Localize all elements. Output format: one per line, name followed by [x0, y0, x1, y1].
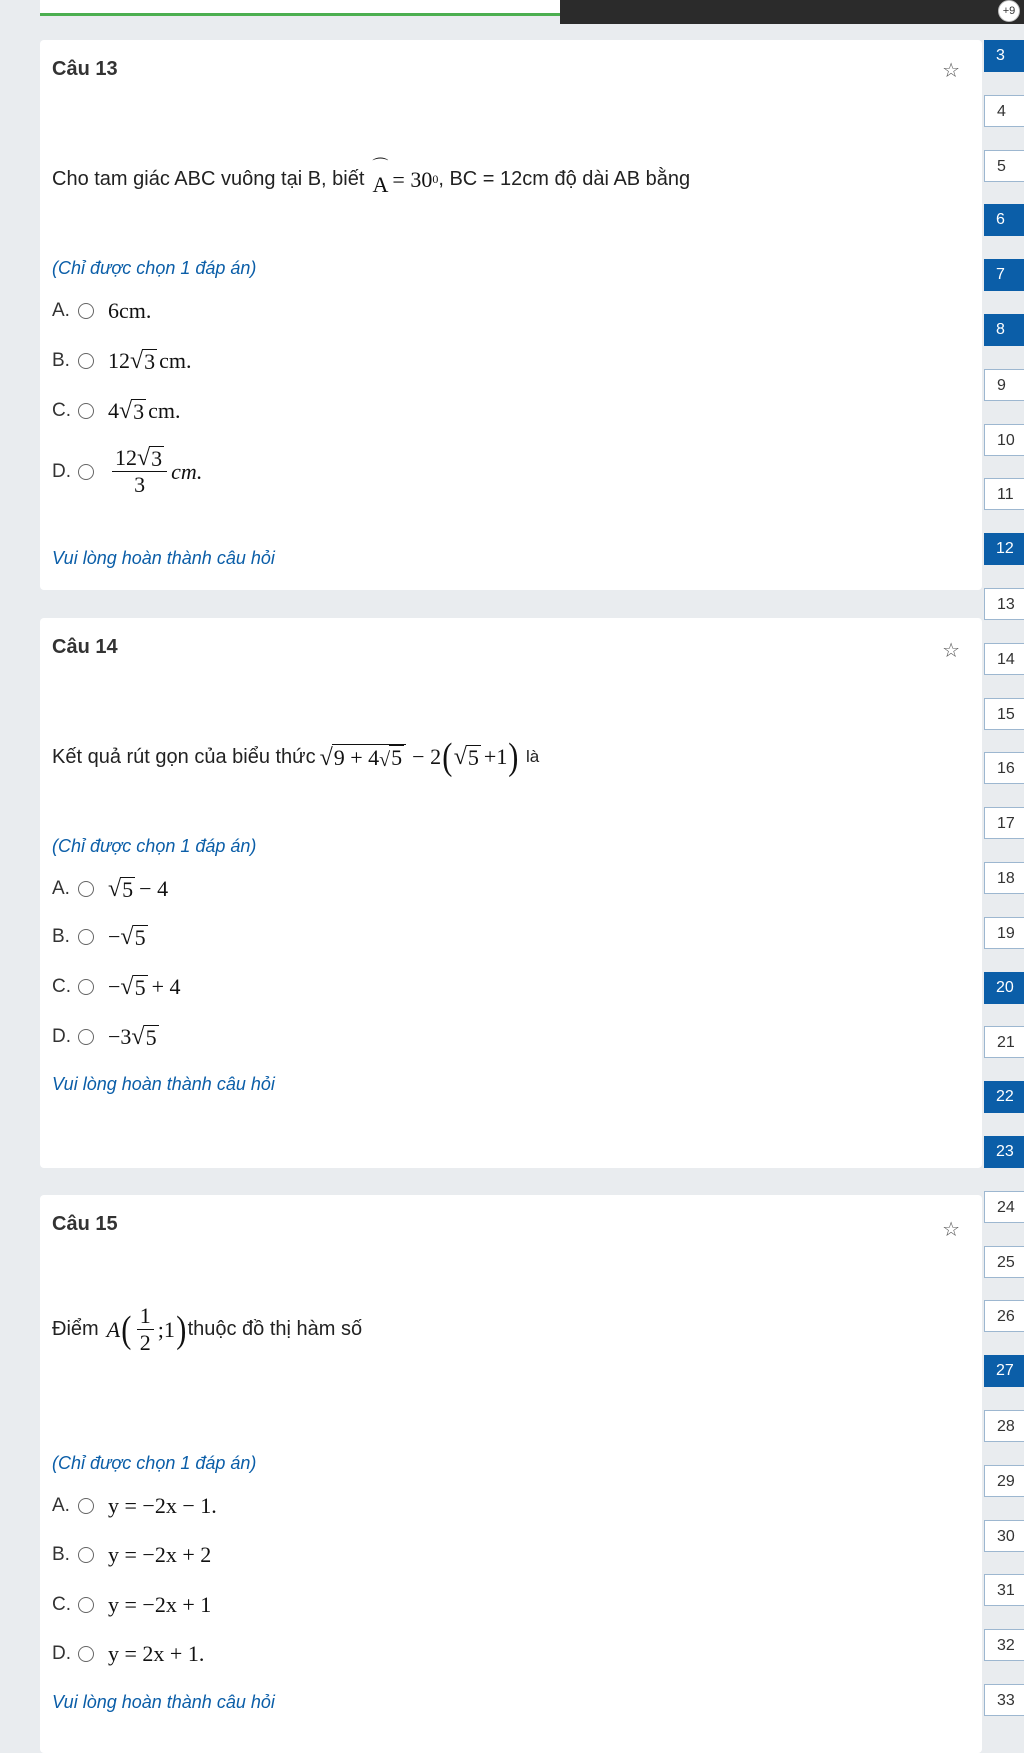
nav-question-20[interactable]: 20 — [984, 972, 1024, 1004]
radio-button[interactable] — [78, 881, 94, 897]
option-value: y = −2x − 1. — [108, 1493, 217, 1518]
more-count-badge[interactable]: +9 — [998, 0, 1020, 22]
option-c[interactable] — [52, 1592, 211, 1618]
radio-button[interactable] — [78, 1646, 94, 1662]
option-a[interactable] — [52, 1493, 217, 1519]
option-letter: D. — [52, 1643, 71, 1664]
option-b[interactable] — [52, 924, 148, 950]
question-card-14 — [40, 618, 982, 1168]
question-text: Kết quả rút gọn của biểu thức √ 9 + 4 √ 5 − 2 ( √ 5 +1 ) là — [52, 736, 540, 778]
nav-question-19[interactable]: 19 — [984, 917, 1024, 949]
nav-question-21[interactable]: 21 — [984, 1026, 1024, 1058]
radio-button[interactable] — [78, 1498, 94, 1514]
question-text: Điểm A ( $\frac{1}{2}$ ;1 ) thuộc đồ thị hàm số — [52, 1303, 363, 1356]
option-value: √ 5 − 4 — [108, 876, 169, 903]
nav-question-14[interactable]: 14 — [984, 643, 1024, 675]
option-b[interactable] — [52, 348, 192, 374]
star-icon[interactable]: ☆ — [942, 1219, 960, 1241]
option-value: 4 √ 3 cm. — [108, 398, 181, 425]
option-letter: A. — [52, 300, 70, 321]
nav-question-15[interactable]: 15 — [984, 698, 1024, 730]
radio-button[interactable] — [78, 353, 94, 369]
completion-warning: Vui lòng hoàn thành câu hỏi — [52, 548, 275, 568]
progress-bar — [40, 0, 560, 16]
nav-question-8[interactable]: 8 — [984, 314, 1024, 346]
option-letter: A. — [52, 878, 70, 899]
completion-warning: Vui lòng hoàn thành câu hỏi — [52, 1692, 275, 1712]
option-a[interactable] — [52, 876, 168, 902]
option-value: 6cm. — [108, 298, 152, 323]
question-card-13 — [40, 40, 982, 590]
option-value: 12 √ 3 3 cm. — [108, 445, 202, 499]
question-text: Cho tam giác ABC vuông tại B, biết ⌒ A = 30 0 , BC = 12cm độ dài AB bằng — [52, 158, 691, 197]
nav-question-9[interactable]: 9 — [984, 369, 1024, 401]
nav-question-24[interactable]: 24 — [984, 1191, 1024, 1223]
top-toolbar — [560, 0, 1024, 24]
radio-button[interactable] — [78, 1547, 94, 1563]
option-value: − √ 5 — [108, 924, 146, 951]
option-value: − √ 5 + 4 — [108, 974, 181, 1001]
radio-button[interactable] — [78, 929, 94, 945]
option-value: 12 √ 3 cm. — [108, 348, 192, 375]
nav-question-29[interactable]: 29 — [984, 1465, 1024, 1497]
question-title: Câu 15 — [52, 1213, 118, 1235]
option-value: y = −2x + 1 — [108, 1592, 212, 1617]
option-a[interactable] — [52, 298, 151, 324]
option-value: y = −2x + 2 — [108, 1542, 212, 1567]
option-letter: D. — [52, 1026, 71, 1047]
nav-question-22[interactable]: 22 — [984, 1081, 1024, 1113]
nav-question-13[interactable]: 13 — [984, 588, 1024, 620]
option-value: −3 √ 5 — [108, 1024, 157, 1051]
nav-question-4[interactable]: 4 — [984, 95, 1024, 127]
nav-question-27[interactable]: 27 — [984, 1355, 1024, 1387]
star-icon[interactable]: ☆ — [942, 640, 960, 662]
option-d[interactable] — [52, 445, 202, 499]
nav-question-12[interactable]: 12 — [984, 533, 1024, 565]
radio-button[interactable] — [78, 303, 94, 319]
radio-button[interactable] — [78, 464, 94, 480]
option-d[interactable] — [52, 1024, 159, 1050]
radio-button[interactable] — [78, 403, 94, 419]
radio-button[interactable] — [78, 1597, 94, 1613]
radio-button[interactable] — [78, 979, 94, 995]
option-letter: C. — [52, 400, 71, 421]
nav-question-17[interactable]: 17 — [984, 807, 1024, 839]
option-c[interactable] — [52, 398, 181, 424]
nav-question-28[interactable]: 28 — [984, 1410, 1024, 1442]
option-letter: C. — [52, 976, 71, 997]
completion-warning: Vui lòng hoàn thành câu hỏi — [52, 1074, 275, 1094]
nav-question-10[interactable]: 10 — [984, 424, 1024, 456]
nav-question-7[interactable]: 7 — [984, 259, 1024, 291]
question-card-15 — [40, 1195, 982, 1753]
nav-question-5[interactable]: 5 — [984, 150, 1024, 182]
nav-question-25[interactable]: 25 — [984, 1246, 1024, 1278]
instruction-hint: (Chỉ được chọn 1 đáp án) — [52, 836, 257, 856]
instruction-hint: (Chỉ được chọn 1 đáp án) — [52, 1453, 257, 1473]
option-d[interactable] — [52, 1641, 204, 1667]
option-letter: B. — [52, 350, 70, 371]
option-value: y = 2x + 1. — [108, 1641, 205, 1666]
nav-question-3[interactable]: 3 — [984, 40, 1024, 72]
option-c[interactable] — [52, 974, 181, 1000]
nav-question-30[interactable]: 30 — [984, 1520, 1024, 1552]
star-icon[interactable]: ☆ — [942, 60, 960, 82]
option-letter: C. — [52, 1594, 71, 1615]
option-letter: B. — [52, 1544, 70, 1565]
nav-question-6[interactable]: 6 — [984, 204, 1024, 236]
instruction-hint: (Chỉ được chọn 1 đáp án) — [52, 258, 257, 278]
nav-question-26[interactable]: 26 — [984, 1300, 1024, 1332]
nav-question-23[interactable]: 23 — [984, 1136, 1024, 1168]
question-title: Câu 14 — [52, 636, 118, 658]
option-letter: B. — [52, 926, 70, 947]
option-letter: A. — [52, 1495, 70, 1516]
nav-question-31[interactable]: 31 — [984, 1574, 1024, 1606]
nav-question-33[interactable]: 33 — [984, 1684, 1024, 1716]
nav-question-16[interactable]: 16 — [984, 752, 1024, 784]
question-title: Câu 13 — [52, 58, 118, 80]
option-letter: D. — [52, 460, 71, 482]
nav-question-11[interactable]: 11 — [984, 478, 1024, 510]
radio-button[interactable] — [78, 1029, 94, 1045]
option-b[interactable] — [52, 1542, 211, 1568]
nav-question-32[interactable]: 32 — [984, 1629, 1024, 1661]
nav-question-18[interactable]: 18 — [984, 862, 1024, 894]
